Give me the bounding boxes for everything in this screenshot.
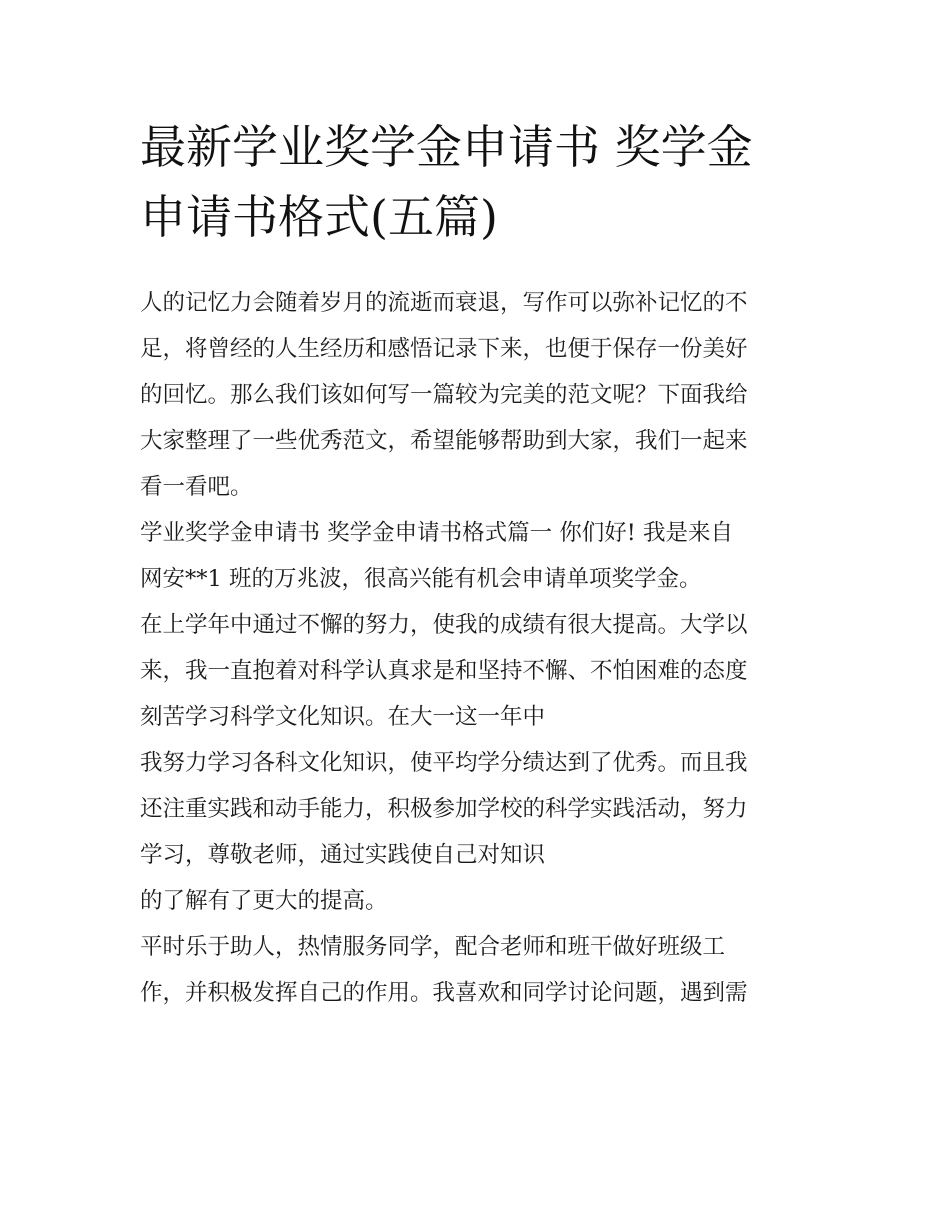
body-line: 刻苦学习科学文化知识。在大一这一年中 [140,704,546,730]
document-body [140,280,830,1016]
body-line: 大家整理了一些优秀范文，希望能够帮助到大家，我们一起来 [140,428,748,454]
body-line: 平时乐于助人，热情服务同学，配合老师和班干做好班级工 [140,934,726,960]
body-line: 学习，尊敬老师，通过实践使自己对知识 [140,842,546,868]
body-line: 足，将曾经的人生经历和感悟记录下来，也便于保存一份美好 [140,336,748,362]
title-line-2: 申请书格式(五篇) [140,190,498,244]
body-line: 人的记忆力会随着岁月的流逝而衰退，写作可以弥补记忆的不 [140,290,748,316]
body-line: 我努力学习各科文化知识，使平均学分绩达到了优秀。而且我 [140,750,748,776]
body-line: 网安**1 班的万兆波，很高兴能有机会申请单项奖学金。 [140,566,702,592]
body-line: 来，我一直抱着对科学认真求是和坚持不懈、不怕困难的态度 [140,658,748,684]
body-line: 作，并积极发挥自己的作用。我喜欢和同学讨论问题，遇到需 [140,980,748,1006]
body-line: 还注重实践和动手能力，积极参加学校的科学实践活动，努力 [140,796,748,822]
body-line: 学业奖学金申请书 奖学金申请书格式篇一 你们好! 我是来自 [140,520,733,546]
title-line-1: 最新学业奖学金申请书 奖学金 [140,120,753,174]
body-line: 看一看吧。 [140,474,253,500]
body-line: 的了解有了更大的提高。 [140,888,388,914]
body-line: 的回忆。那么我们该如何写一篇较为完美的范文呢？下面我给 [140,382,748,408]
document-title [140,112,830,252]
body-line: 在上学年中通过不懈的努力，使我的成绩有很大提高。大学以 [140,612,748,638]
